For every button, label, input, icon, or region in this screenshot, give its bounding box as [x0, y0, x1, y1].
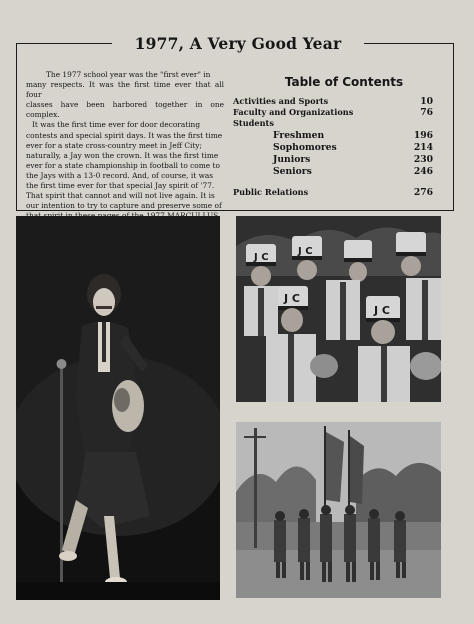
toc-entry[interactable] [233, 166, 433, 177]
intro-line: ever for a state cross-country meet in Jeff City; [26, 140, 202, 150]
toc-label: Juniors [273, 154, 311, 165]
hat-letters: J C [284, 292, 300, 305]
toc-label: Seniors [273, 166, 312, 177]
intro-line: the Jays with a 13-0 record. And, of course, it was [26, 170, 214, 180]
intro-line: many respects. It was the first time ever that all four [26, 80, 224, 100]
toc-entry[interactable] [233, 154, 433, 165]
page-title: 1977, A Very Good Year [112, 34, 364, 54]
intro-line: the first time ever for that special Jay spirit of '77. [26, 181, 215, 191]
toc-page: 246 [413, 166, 433, 177]
intro-line: our intention to try to capture and preserve some of [26, 201, 222, 211]
toc-label: Public Relations [233, 187, 309, 197]
toc-page: 230 [413, 154, 433, 165]
color-guard-photo [236, 422, 441, 598]
toc-page: 10 [420, 96, 433, 107]
intro-line: classes have been harbored together in one complex. [26, 100, 224, 120]
toc-title: Table of Contents [284, 75, 404, 89]
toc-page: 76 [420, 107, 433, 118]
hat-letters: J C [374, 304, 390, 317]
toc-entry[interactable] [233, 142, 433, 153]
toc-label: Faculty and Organizations [233, 107, 354, 117]
cheerleader-photo [16, 216, 220, 600]
toc-page: 276 [413, 187, 433, 198]
cheerleader-photo-image [16, 216, 220, 600]
marching-band-photo [236, 216, 441, 402]
intro-line: ever for a state championship in football to come to [26, 160, 220, 170]
intro-line: It was the first time ever for door decorating [32, 120, 201, 130]
marching-band-photo-image [236, 216, 441, 402]
intro-line: naturally, a Jay won the crown. It was the first time [26, 150, 219, 160]
hat-letters: J C [298, 246, 313, 257]
toc-entry[interactable] [233, 118, 433, 129]
toc-entry[interactable] [233, 96, 433, 107]
toc-entry[interactable] [233, 107, 433, 118]
color-guard-photo-image [236, 422, 441, 598]
toc-label: Activities and Sports [233, 96, 329, 106]
toc-page: 196 [413, 130, 433, 141]
intro-line: contests and special spirit days. It was the first time [26, 130, 223, 140]
toc-page: 214 [413, 142, 433, 153]
toc-label: Sophomores [273, 142, 337, 153]
toc-entry[interactable] [233, 130, 433, 141]
toc-label: Freshmen [273, 130, 325, 141]
toc-entry[interactable] [233, 187, 433, 198]
intro-line: The 1977 school year was the "first ever" in [46, 70, 211, 79]
intro-line: That spirit that cannot and will not live again. It is [26, 191, 215, 201]
toc-label: Students [233, 118, 274, 128]
intro-text [26, 70, 224, 221]
hat-letters: J C [254, 252, 269, 263]
